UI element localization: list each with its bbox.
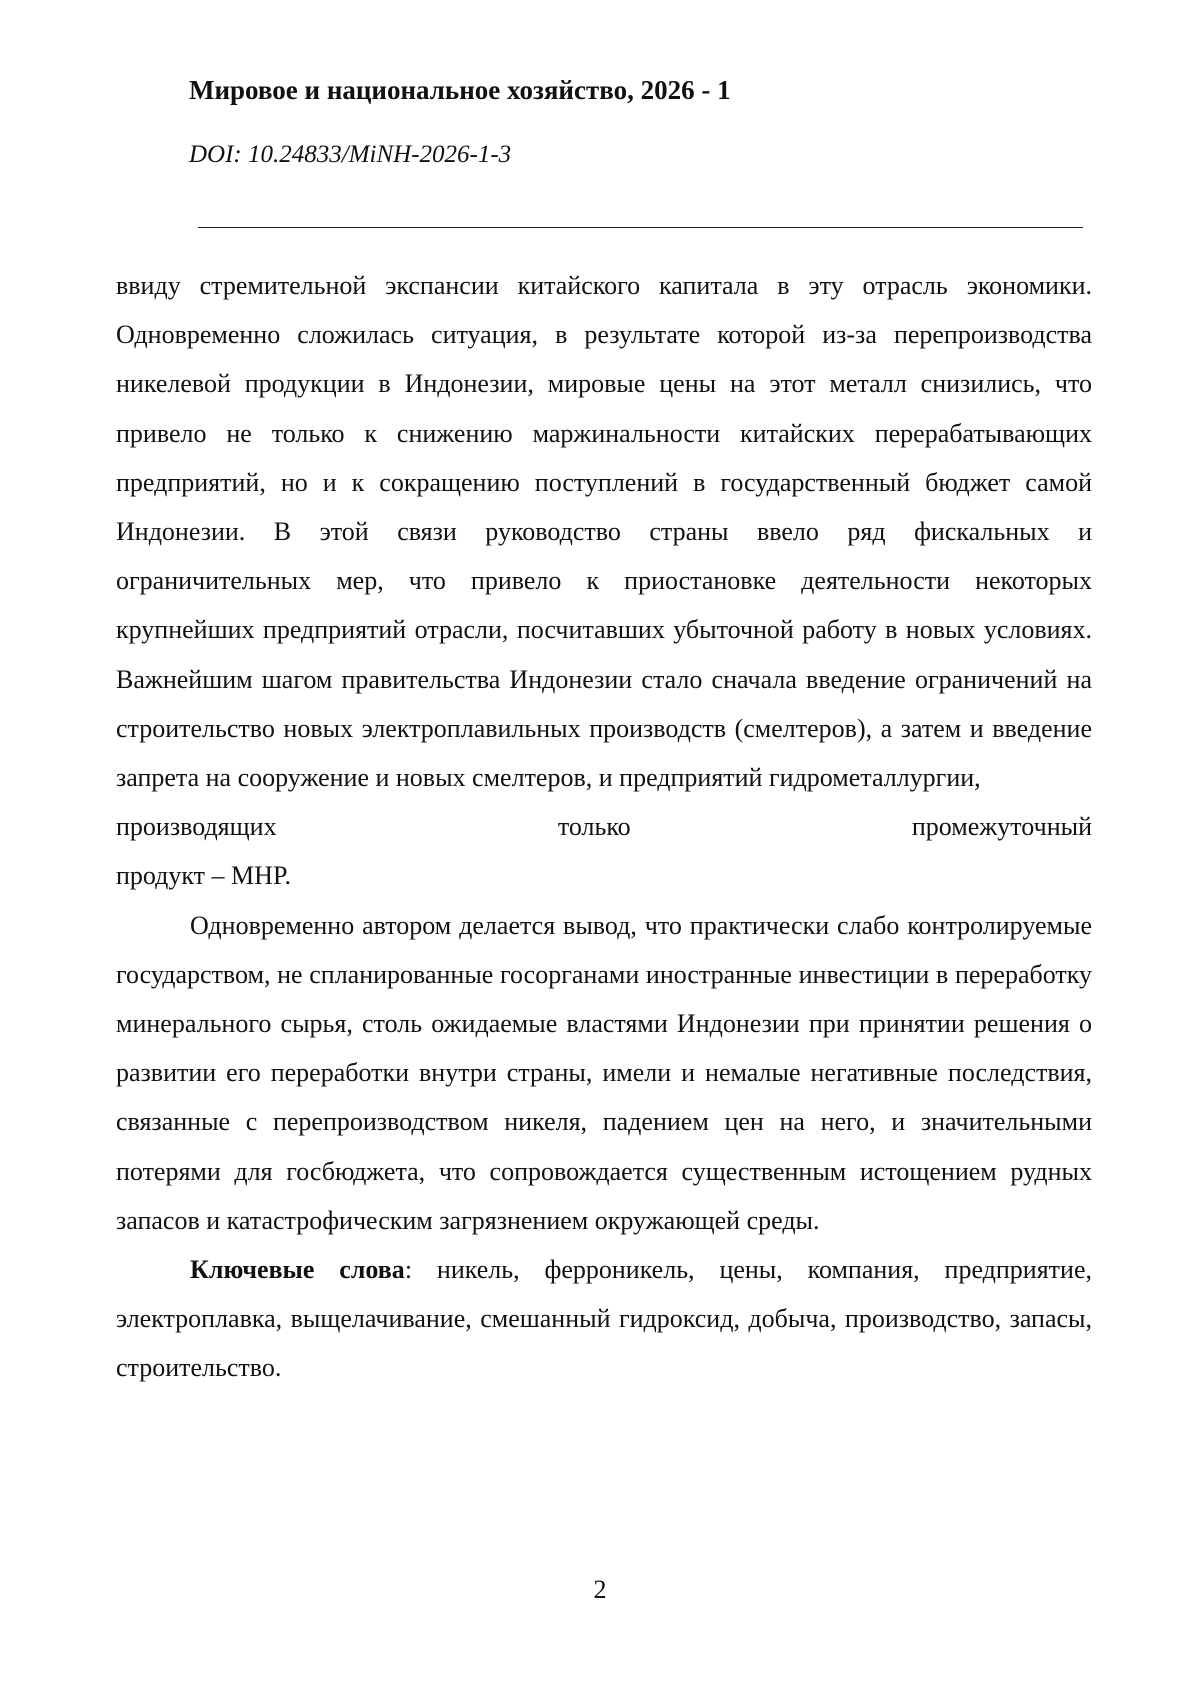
paragraph-stretched-line: производящих только промежуточный — [116, 812, 1092, 842]
doi-line: DOI: 10.24833/MiNH-2026-1-3 — [189, 141, 512, 168]
keywords-text: : никель, ферроникель, цены, компания, предприятие, электроплавка, выщелачивание, смешанный гидроксид, добыча, производство, запасы, строительство. — [116, 1255, 1092, 1383]
keywords-label: Ключевые слова — [190, 1255, 405, 1285]
paragraph-conclusion — [116, 901, 1092, 1245]
paragraph-continuation — [116, 261, 1092, 901]
paragraph-conclusion-text: Одновременно автором делается вывод, что практически слабо контролируемые государством, не спланированные госорганами иностранные инвестиции в переработку минерального сырья, столь ожидаемые властями Индонезии при принятии решения о развитии его переработки внутри страны, имели и немалые негативные последствия, связанные с перепроизводством никеля, падением цен на него, и значительными потерями для госбюджета, что сопровождается существенным истощением рудных запасов и катастрофическим загрязнением окружающей среды. — [116, 910, 1092, 1235]
page-number: 2 — [593, 1575, 607, 1604]
paragraph-continuation-text: ввиду стремительной экспансии китайского капитала в эту отрасль экономики. Одновременно сложилась ситуация, в результате которой из-за перепроизводства никелевой продукции в Индонезии, мировые цены на этот металл снизились, что привело не только к снижению маржинальности китайских перерабатывающих предприятий, но и к сокращению поступлений в государственный бюджет самой Индонезии. В этой связи руководство страны ввело ряд фискальных и ограничительных мер, что привело к приостановке деятельности некоторых крупнейших предприятий отрасли, посчитавших убыточной работу в новых условиях. Важнейшим шагом правительства Индонезии стало сначала введение ограничений на строительство новых электроплавильных производств (смелтеров), а затем и введение запрета на сооружение и новых смелтеров, и предприятий гидрометаллургии, — [116, 271, 1092, 793]
header-divider — [198, 227, 1083, 228]
keywords-paragraph — [116, 1245, 1092, 1393]
paragraph-end-line: продукт – MHP. — [116, 861, 292, 891]
abstract-body — [116, 261, 1092, 1393]
journal-title: Мировое и национальное хозяйство, 2026 - 1 — [189, 75, 731, 105]
